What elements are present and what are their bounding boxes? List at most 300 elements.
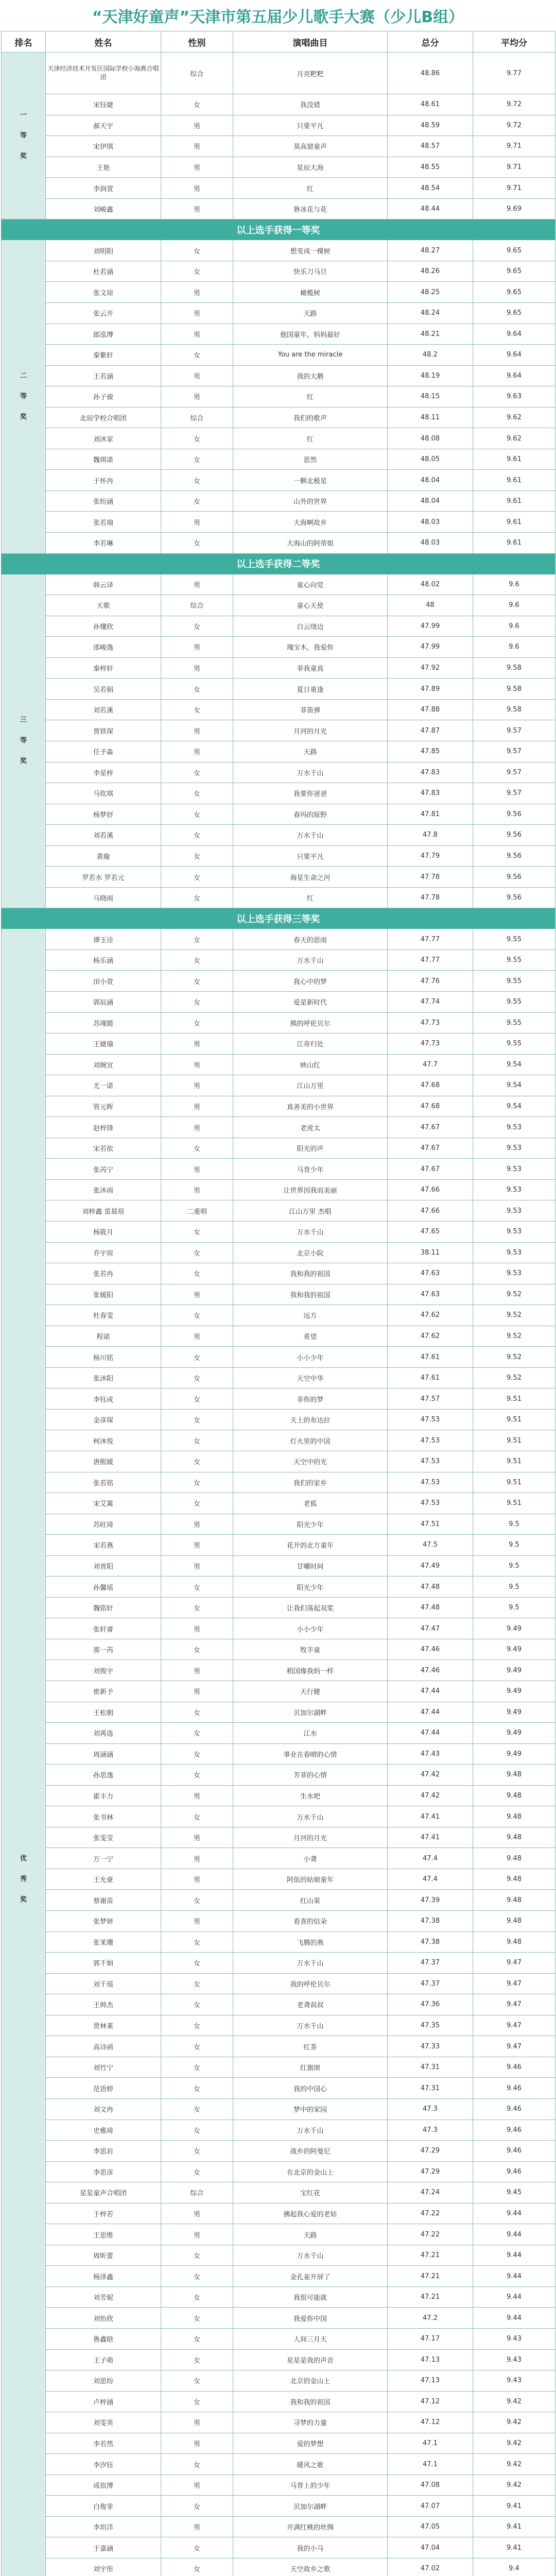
section-label: 三 等 奖 bbox=[2, 574, 46, 908]
cell-gender: 女 bbox=[161, 2558, 233, 2576]
cell-avg: 9.51 bbox=[473, 1430, 555, 1451]
cell-gender: 女 bbox=[161, 929, 233, 950]
cell-song: 灯火里的中国 bbox=[233, 1430, 388, 1451]
table-row bbox=[2, 428, 555, 449]
cell-score: 47.31 bbox=[388, 2057, 473, 2078]
cell-avg: 9.54 bbox=[473, 1075, 555, 1096]
cell-name: 唐熙媛 bbox=[46, 1451, 161, 1472]
cell-score: 48.21 bbox=[388, 324, 473, 345]
table-row bbox=[2, 1451, 555, 1472]
cell-gender: 男 bbox=[161, 1660, 233, 1681]
table-row bbox=[2, 1827, 555, 1848]
cell-avg: 9.55 bbox=[473, 929, 555, 950]
table-row bbox=[2, 2328, 555, 2349]
cell-name: 马晓雨 bbox=[46, 887, 161, 908]
cell-name: 杜春雯 bbox=[46, 1305, 161, 1326]
cell-name: 刘竹宁 bbox=[46, 2057, 161, 2078]
cell-avg: 9.56 bbox=[473, 825, 555, 846]
section-band bbox=[2, 219, 555, 240]
cell-name: 范语婷 bbox=[46, 2078, 161, 2099]
table-row bbox=[2, 1890, 555, 1911]
cell-avg: 9.51 bbox=[473, 1451, 555, 1472]
cell-score: 47.21 bbox=[388, 2266, 473, 2287]
cell-score: 47.33 bbox=[388, 2036, 473, 2057]
table-row bbox=[2, 1931, 555, 1953]
cell-name: 宋伊琪 bbox=[46, 136, 161, 157]
table-row bbox=[2, 1138, 555, 1159]
cell-song: 只要平凡 bbox=[233, 115, 388, 136]
cell-score: 47.87 bbox=[388, 720, 473, 741]
table-row bbox=[2, 1806, 555, 1827]
cell-avg: 9.44 bbox=[473, 2245, 555, 2266]
cell-score: 47.24 bbox=[388, 2182, 473, 2204]
cell-name: 秦梓轩 bbox=[46, 657, 161, 679]
cell-avg: 9.52 bbox=[473, 1367, 555, 1388]
cell-avg: 9.49 bbox=[473, 1743, 555, 1765]
table-row bbox=[2, 825, 555, 846]
cell-name: 成依博 bbox=[46, 2475, 161, 2496]
header-rank: 排名 bbox=[2, 31, 46, 53]
cell-name: 王松朝 bbox=[46, 1702, 161, 1723]
cell-gender: 男 bbox=[161, 1117, 233, 1138]
cell-name: 刘明阳 bbox=[46, 240, 161, 261]
cell-gender: 女 bbox=[161, 2328, 233, 2349]
table-row bbox=[2, 1681, 555, 1702]
cell-gender: 女 bbox=[161, 1973, 233, 1994]
cell-avg: 9.6 bbox=[473, 616, 555, 637]
cell-score: 47.67 bbox=[388, 1138, 473, 1159]
cell-name: 王若涵 bbox=[46, 365, 161, 386]
cell-avg: 9.5 bbox=[473, 1514, 555, 1535]
cell-score: 48.57 bbox=[388, 136, 473, 157]
cell-gender: 女 bbox=[161, 1012, 233, 1033]
cell-gender: 女 bbox=[161, 1953, 233, 1974]
cell-score: 47.13 bbox=[388, 2349, 473, 2370]
cell-avg: 9.61 bbox=[473, 533, 555, 554]
cell-avg: 9.46 bbox=[473, 2141, 555, 2162]
cell-avg: 9.71 bbox=[473, 178, 555, 199]
cell-score: 48.61 bbox=[388, 94, 473, 115]
cell-gender: 男 bbox=[161, 386, 233, 408]
cell-score: 47.12 bbox=[388, 2412, 473, 2433]
cell-gender: 二重唱 bbox=[161, 1200, 233, 1222]
cell-song: 天路 bbox=[233, 2224, 388, 2245]
table-row bbox=[2, 1179, 555, 1200]
cell-gender: 男 bbox=[161, 2516, 233, 2537]
table-row bbox=[2, 2182, 555, 2204]
cell-name: 刘若溪 bbox=[46, 825, 161, 846]
table-row bbox=[2, 1953, 555, 1974]
cell-avg: 9.53 bbox=[473, 1159, 555, 1180]
cell-gender: 女 bbox=[161, 2245, 233, 2266]
table-row bbox=[2, 2057, 555, 2078]
cell-song: 菲你的梦 bbox=[233, 1388, 388, 1410]
cell-name: 张茉珊 bbox=[46, 1931, 161, 1953]
cell-score: 47.02 bbox=[388, 2558, 473, 2576]
cell-avg: 9.57 bbox=[473, 741, 555, 762]
cell-name: 王帅杰 bbox=[46, 1994, 161, 2015]
cell-song: 真善美的小世界 bbox=[233, 1096, 388, 1117]
cell-avg: 9.44 bbox=[473, 2266, 555, 2287]
table-row bbox=[2, 303, 555, 324]
cell-score: 47.53 bbox=[388, 1472, 473, 1493]
cell-avg: 9.69 bbox=[473, 198, 555, 219]
cell-gender: 女 bbox=[161, 2266, 233, 2287]
table-row bbox=[2, 1723, 555, 1744]
cell-score: 47.8 bbox=[388, 825, 473, 846]
cell-score: 47.74 bbox=[388, 991, 473, 1012]
cell-gender: 男 bbox=[161, 324, 233, 345]
cell-avg: 9.62 bbox=[473, 428, 555, 449]
cell-avg: 9.55 bbox=[473, 950, 555, 971]
cell-name: 张雯莹 bbox=[46, 1827, 161, 1848]
cell-song: 天行健 bbox=[233, 1681, 388, 1702]
cell-name: 赵梓锋 bbox=[46, 1117, 161, 1138]
table-row bbox=[2, 1347, 555, 1368]
table-row bbox=[2, 1994, 555, 2015]
cell-gender: 女 bbox=[161, 1765, 233, 1786]
table-row bbox=[2, 720, 555, 741]
cell-name: 刘思纷 bbox=[46, 2370, 161, 2392]
cell-song: 熊的呼伦贝尔 bbox=[233, 1012, 388, 1033]
cell-gender: 女 bbox=[161, 2120, 233, 2141]
cell-avg: 9.42 bbox=[473, 2454, 555, 2475]
cell-song: 大海啊故乡 bbox=[233, 512, 388, 533]
cell-avg: 9.48 bbox=[473, 1806, 555, 1827]
table-row bbox=[2, 1388, 555, 1410]
cell-gender: 女 bbox=[161, 1347, 233, 1368]
cell-song: 我的中国心 bbox=[233, 2078, 388, 2099]
table-row bbox=[2, 53, 555, 94]
cell-avg: 9.52 bbox=[473, 1347, 555, 1368]
cell-gender: 综合 bbox=[161, 2182, 233, 2204]
cell-score: 47.43 bbox=[388, 1743, 473, 1765]
cell-song: 大海山的阿蒂姐 bbox=[233, 533, 388, 554]
cell-song: 小聋 bbox=[233, 1848, 388, 1869]
cell-score: 48.26 bbox=[388, 261, 473, 282]
cell-gender: 女 bbox=[161, 1263, 233, 1284]
cell-avg: 9.77 bbox=[473, 53, 555, 94]
table-row bbox=[2, 407, 555, 428]
table-row bbox=[2, 1639, 555, 1660]
cell-name: 郭千娟 bbox=[46, 1953, 161, 1974]
cell-gender: 男 bbox=[161, 2203, 233, 2224]
cell-song: 万水千山 bbox=[233, 762, 388, 783]
cell-avg: 9.65 bbox=[473, 240, 555, 261]
cell-song: 思然 bbox=[233, 449, 388, 470]
cell-song: 瑰宝木，我爱你 bbox=[233, 637, 388, 658]
header-name: 姓名 bbox=[46, 31, 161, 53]
cell-song: 月亮粑粑 bbox=[233, 53, 388, 94]
cell-score: 47.78 bbox=[388, 887, 473, 908]
cell-gender: 女 bbox=[161, 1639, 233, 1660]
cell-name: 霍丰力 bbox=[46, 1785, 161, 1806]
cell-score: 47.66 bbox=[388, 1179, 473, 1200]
cell-gender: 女 bbox=[161, 533, 233, 554]
table-row bbox=[2, 1242, 555, 1263]
cell-name: 郎泓博 bbox=[46, 324, 161, 345]
cell-name: 金彦琛 bbox=[46, 1409, 161, 1430]
cell-score: 48.19 bbox=[388, 365, 473, 386]
cell-gender: 女 bbox=[161, 1221, 233, 1242]
cell-name: 崔新予 bbox=[46, 1681, 161, 1702]
cell-gender: 女 bbox=[161, 804, 233, 825]
cell-score: 38.11 bbox=[388, 1242, 473, 1263]
cell-gender: 男 bbox=[161, 1096, 233, 1117]
cell-avg: 9.71 bbox=[473, 136, 555, 157]
table-row bbox=[2, 991, 555, 1012]
cell-name: 黄璇 bbox=[46, 845, 161, 867]
cell-gender: 男 bbox=[161, 282, 233, 303]
cell-name: 宋艾篱 bbox=[46, 1493, 161, 1514]
cell-song: 一颗北极星 bbox=[233, 470, 388, 491]
cell-name: 杨筱月 bbox=[46, 1221, 161, 1242]
cell-avg: 9.51 bbox=[473, 1472, 555, 1493]
cell-song: 白云绕边 bbox=[233, 616, 388, 637]
cell-name: 杨川铭 bbox=[46, 1347, 161, 1368]
cell-song: 童心天使 bbox=[233, 595, 388, 616]
cell-avg: 9.42 bbox=[473, 2433, 555, 2454]
cell-gender: 女 bbox=[161, 845, 233, 867]
cell-name: 李钰成 bbox=[46, 1388, 161, 1410]
cell-avg: 9.53 bbox=[473, 1138, 555, 1159]
cell-song: 远方 bbox=[233, 1305, 388, 1326]
table-row bbox=[2, 1597, 555, 1618]
cell-avg: 9.58 bbox=[473, 699, 555, 720]
cell-song: 菲笛弹 bbox=[233, 699, 388, 720]
cell-gender: 男 bbox=[161, 720, 233, 741]
cell-gender: 女 bbox=[161, 240, 233, 261]
cell-song: 甘嚼时间 bbox=[233, 1555, 388, 1577]
table-row bbox=[2, 2036, 555, 2057]
cell-score: 47.39 bbox=[388, 1890, 473, 1911]
cell-song: 阳光少年 bbox=[233, 1577, 388, 1598]
table-row bbox=[2, 240, 555, 261]
cell-score: 48.04 bbox=[388, 490, 473, 512]
table-row bbox=[2, 1514, 555, 1535]
table-row bbox=[2, 2537, 555, 2558]
cell-gender: 女 bbox=[161, 1743, 233, 1765]
cell-name: 刘俊宇 bbox=[46, 1660, 161, 1681]
cell-score: 47.77 bbox=[388, 929, 473, 950]
section-band bbox=[2, 553, 555, 574]
cell-avg: 9.55 bbox=[473, 1012, 555, 1033]
cell-song: 金孔雀开屏了 bbox=[233, 2266, 388, 2287]
cell-avg: 9.54 bbox=[473, 1096, 555, 1117]
table-row bbox=[2, 1430, 555, 1451]
cell-gender: 女 bbox=[161, 1451, 233, 1472]
cell-avg: 9.5 bbox=[473, 1577, 555, 1598]
cell-avg: 9.48 bbox=[473, 1765, 555, 1786]
cell-name: 刘怡欣 bbox=[46, 2308, 161, 2329]
cell-avg: 9.58 bbox=[473, 657, 555, 679]
cell-gender: 女 bbox=[161, 1723, 233, 1744]
cell-name: 刘晋阳 bbox=[46, 1555, 161, 1577]
cell-gender: 男 bbox=[161, 1033, 233, 1055]
cell-song: 江水 bbox=[233, 1723, 388, 1744]
cell-song: 事业在春晴的心情 bbox=[233, 1743, 388, 1765]
cell-avg: 9.46 bbox=[473, 2057, 555, 2078]
cell-song: 春天的思雨 bbox=[233, 929, 388, 950]
cell-song: 橄榄树 bbox=[233, 282, 388, 303]
cell-score: 47.66 bbox=[388, 1200, 473, 1222]
cell-gender: 男 bbox=[161, 115, 233, 136]
cell-avg: 9.5 bbox=[473, 1597, 555, 1618]
cell-name: 宋若依 bbox=[46, 1138, 161, 1159]
cell-score: 48.24 bbox=[388, 303, 473, 324]
cell-song: 老聋叔叔 bbox=[233, 1994, 388, 2015]
cell-avg: 9.65 bbox=[473, 282, 555, 303]
table-row bbox=[2, 386, 555, 408]
cell-score: 47.44 bbox=[388, 1723, 473, 1744]
table-row bbox=[2, 929, 555, 950]
cell-song: 天路 bbox=[233, 741, 388, 762]
cell-gender: 女 bbox=[161, 261, 233, 282]
cell-song: 我们的家乡 bbox=[233, 1472, 388, 1493]
cell-score: 48.86 bbox=[388, 53, 473, 94]
cell-gender: 男 bbox=[161, 1514, 233, 1535]
table-row bbox=[2, 1305, 555, 1326]
cell-name: 王子萌 bbox=[46, 2349, 161, 2370]
table-row bbox=[2, 449, 555, 470]
cell-song: 爱的梦想 bbox=[233, 2433, 388, 2454]
cell-name: 王艳 bbox=[46, 157, 161, 178]
cell-score: 47.17 bbox=[388, 2328, 473, 2349]
table-row bbox=[2, 1159, 555, 1180]
cell-avg: 9.6 bbox=[473, 637, 555, 658]
cell-avg: 9.58 bbox=[473, 679, 555, 700]
cell-avg: 9.53 bbox=[473, 1221, 555, 1242]
cell-name: 管元晖 bbox=[46, 1096, 161, 1117]
cell-score: 47.5 bbox=[388, 1535, 473, 1556]
cell-song: 万水千山 bbox=[233, 1953, 388, 1974]
cell-avg: 9.72 bbox=[473, 115, 555, 136]
cell-gender: 女 bbox=[161, 1597, 233, 1618]
cell-song: 老狐 bbox=[233, 1493, 388, 1514]
cell-song: 红旗颂 bbox=[233, 2057, 388, 2078]
cell-gender: 男 bbox=[161, 1179, 233, 1200]
cell-song: 快乐刀马旦 bbox=[233, 261, 388, 282]
cell-avg: 9.47 bbox=[473, 2036, 555, 2057]
cell-avg: 9.48 bbox=[473, 1890, 555, 1911]
cell-name: 张沐阳 bbox=[46, 1367, 161, 1388]
cell-name: 孙馨瑶 bbox=[46, 1577, 161, 1598]
cell-avg: 9.51 bbox=[473, 1493, 555, 1514]
cell-name: 杨泽鑫 bbox=[46, 2266, 161, 2287]
cell-avg: 9.48 bbox=[473, 1827, 555, 1848]
cell-song: 看喜的信朵 bbox=[233, 1911, 388, 1932]
cell-gender: 男 bbox=[161, 1159, 233, 1180]
cell-gender: 男 bbox=[161, 574, 233, 595]
table-row bbox=[2, 1660, 555, 1681]
table-row bbox=[2, 324, 555, 345]
cell-song: 万水千山 bbox=[233, 825, 388, 846]
cell-name: 杨乐涵 bbox=[46, 950, 161, 971]
table-row bbox=[2, 637, 555, 658]
table-row bbox=[2, 2120, 555, 2141]
cell-gender: 女 bbox=[161, 1890, 233, 1911]
cell-score: 47.62 bbox=[388, 1326, 473, 1347]
table-row bbox=[2, 1869, 555, 1890]
cell-score: 47.29 bbox=[388, 2161, 473, 2182]
cell-song: 菲我童真 bbox=[233, 657, 388, 679]
table-row bbox=[2, 1409, 555, 1430]
cell-song: 天空中华 bbox=[233, 1367, 388, 1388]
results-body bbox=[2, 53, 555, 2576]
cell-score: 48.55 bbox=[388, 157, 473, 178]
cell-score: 47.04 bbox=[388, 2537, 473, 2558]
cell-name: 王婕瑜 bbox=[46, 1033, 161, 1055]
cell-score: 48.25 bbox=[388, 282, 473, 303]
cell-name: 刘千瑶 bbox=[46, 1973, 161, 1994]
table-row bbox=[2, 1075, 555, 1096]
cell-song: 梦中的家园 bbox=[233, 2098, 388, 2120]
header-score: 总分 bbox=[388, 31, 473, 53]
cell-name: 周昕蕾 bbox=[46, 2245, 161, 2266]
cell-song: 稻国像我妈一样 bbox=[233, 1660, 388, 1681]
table-row bbox=[2, 2203, 555, 2224]
cell-gender: 女 bbox=[161, 762, 233, 783]
table-row bbox=[2, 657, 555, 679]
table-row bbox=[2, 2286, 555, 2308]
table-row bbox=[2, 1743, 555, 1765]
cell-song: 牧羊童 bbox=[233, 1639, 388, 1660]
table-row bbox=[2, 2224, 555, 2245]
cell-song: 万水千山 bbox=[233, 1806, 388, 1827]
cell-gender: 男 bbox=[161, 1827, 233, 1848]
cell-song: 拂起我心爱的老姑 bbox=[233, 2203, 388, 2224]
cell-song: 我心中的梦 bbox=[233, 971, 388, 992]
cell-avg: 9.42 bbox=[473, 2475, 555, 2496]
table-row bbox=[2, 178, 555, 199]
cell-song: 我很可能就 bbox=[233, 2286, 388, 2308]
table-row bbox=[2, 950, 555, 971]
table-row bbox=[2, 1096, 555, 1117]
cell-score: 47.36 bbox=[388, 1994, 473, 2015]
cell-score: 47.1 bbox=[388, 2454, 473, 2475]
cell-score: 48.54 bbox=[388, 178, 473, 199]
cell-name: 宋钰婕 bbox=[46, 94, 161, 115]
cell-score: 47.41 bbox=[388, 1827, 473, 1848]
cell-name: 乔宇瑄 bbox=[46, 1242, 161, 1263]
table-row bbox=[2, 1973, 555, 1994]
cell-song: 万水千山 bbox=[233, 1221, 388, 1242]
cell-song: 希望 bbox=[233, 1326, 388, 1347]
cell-name: 张梦妍 bbox=[46, 1911, 161, 1932]
cell-song: 飞腾的燕 bbox=[233, 1931, 388, 1953]
section-label: 二 等 奖 bbox=[2, 240, 46, 553]
table-row bbox=[2, 762, 555, 783]
table-row bbox=[2, 1765, 555, 1786]
table-row bbox=[2, 783, 555, 804]
cell-score: 47.65 bbox=[388, 1221, 473, 1242]
cell-avg: 9.53 bbox=[473, 1179, 555, 1200]
cell-song: 江奇归处 bbox=[233, 1033, 388, 1055]
cell-avg: 9.61 bbox=[473, 470, 555, 491]
cell-name: 王允豪 bbox=[46, 1869, 161, 1890]
cell-name: 邵峻逸 bbox=[46, 637, 161, 658]
cell-name: 贾林莱 bbox=[46, 2015, 161, 2036]
cell-avg: 9.6 bbox=[473, 574, 555, 595]
cell-avg: 9.57 bbox=[473, 720, 555, 741]
cell-score: 48.08 bbox=[388, 428, 473, 449]
cell-score: 47.81 bbox=[388, 804, 473, 825]
cell-gender: 男 bbox=[161, 512, 233, 533]
cell-name: 张若冉 bbox=[46, 1263, 161, 1284]
table-row bbox=[2, 1577, 555, 1598]
cell-name: 孙子骏 bbox=[46, 386, 161, 408]
cell-song: 小小少年 bbox=[233, 1618, 388, 1639]
